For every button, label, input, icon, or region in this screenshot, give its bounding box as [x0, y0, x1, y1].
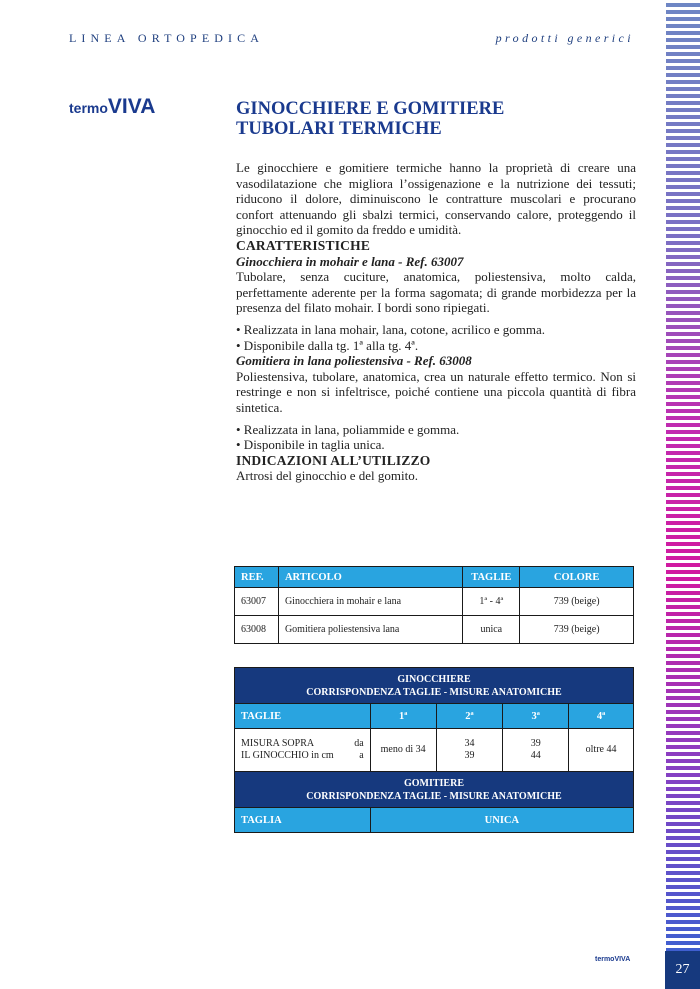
cell-sizes: unica — [463, 616, 520, 644]
product-2-bullets — [236, 422, 636, 453]
measure-label — [235, 729, 371, 772]
product-1-description: Tubolare, senza cuciture, anatomica, poliestensiva, molto calda, perfettamente aderente per la forma sagomata; di grande morbidezza per la presenza del filato mohair. I bordi sono ripiegati. — [236, 269, 636, 316]
sizes-row — [235, 704, 634, 729]
size-2: 2ª — [436, 704, 503, 729]
size-label: TAGLIA — [235, 808, 371, 833]
header-section-title: LINEA ORTOPEDICA — [69, 31, 264, 45]
cell-sizes: 1ª - 4ª — [463, 588, 520, 616]
characteristics-heading: CARATTERISTICHE — [236, 237, 371, 253]
measure-label-line1: MISURA SOPRA — [241, 738, 315, 749]
measure-from: 39 — [530, 738, 541, 749]
measure-label-to: a — [359, 750, 364, 761]
gomitiere-size-row — [235, 808, 634, 833]
measure-label-from: da — [354, 738, 364, 749]
gomitiere-header-row — [235, 772, 634, 808]
page-title-line2: TUBOLARI TERMICHE — [236, 119, 442, 139]
size-4: 4ª — [569, 704, 634, 729]
intro-paragraph: Le ginocchiere e gomitiere termiche hanno la proprietà di creare una vasodilatazione che migliora l’ossigenazione e la nutrizione dei tessuti; riducono il dolore, diminuiscono le contratture muscolari e procurano confort attenuando gli sbalzi termici, conservando calore, proteggendo il ginocchio ed il gomito da freddo e umidità. — [236, 160, 636, 238]
brand-prefix: termo — [69, 100, 108, 116]
size-1: 1ª — [370, 704, 436, 729]
table-row — [235, 588, 634, 616]
measure-to: 44 — [530, 750, 541, 761]
measure-size-3 — [503, 729, 569, 772]
cell-article: Gomitiera poliestensiva lana — [278, 616, 462, 644]
page-title — [236, 99, 576, 139]
product-1-title: Ginocchiera in mohair e lana - Ref. 63007 — [236, 253, 464, 269]
measure-label-line2: IL GINOCCHIO in cm — [241, 750, 334, 761]
bullet-item: • Disponibile in taglia unica. — [236, 437, 385, 453]
products-table-header — [235, 567, 634, 588]
product-2-title: Gomitiera in lana poliestensiva - Ref. 63008 — [236, 353, 472, 369]
measure-size-2 — [436, 729, 503, 772]
ginocchiere-header-row — [235, 668, 634, 704]
brand-name: VIVA — [107, 95, 156, 118]
gomitiere-header — [235, 772, 634, 808]
col-header-ref: REF. — [235, 567, 279, 588]
size-3: 3ª — [503, 704, 569, 729]
products-table — [234, 566, 634, 644]
measures-row — [235, 729, 634, 772]
product-2-description: Poliestensiva, tubolare, anatomica, crea un naturale effetto termico. Non si restringe e non si infeltrisce, poiché contiene una piccola quantità di fibra sintetica. — [236, 368, 636, 415]
measure-size-4 — [569, 729, 634, 772]
measure-from: 34 — [464, 738, 475, 749]
cell-ref: 63007 — [235, 588, 279, 616]
col-header-color: COLORE — [520, 567, 634, 588]
size-value: UNICA — [370, 808, 633, 833]
footer-brand: termoVIVA — [595, 956, 631, 963]
cell-color: 739 (beige) — [520, 588, 634, 616]
brand-logo — [69, 95, 155, 119]
table-row — [235, 616, 634, 644]
col-header-article: ARTICOLO — [278, 567, 462, 588]
sizes-label: TAGLIE — [235, 704, 371, 729]
cell-ref: 63008 — [235, 616, 279, 644]
measure-size-1 — [370, 729, 436, 772]
col-header-sizes: TAGLIE — [463, 567, 520, 588]
gomitiere-subtitle: CORRISPONDENZA TAGLIE - MISURE ANATOMICHE — [306, 790, 562, 802]
measure-value: meno di 34 — [380, 744, 426, 755]
ginocchiere-header — [235, 668, 634, 704]
bullet-item: • Disponibile dalla tg. 1ª alla tg. 4ª. — [236, 337, 419, 353]
ginocchiere-subtitle: CORRISPONDENZA TAGLIE - MISURE ANATOMICHE — [306, 686, 562, 698]
cell-article: Ginocchiera in mohair e lana — [278, 588, 462, 616]
bullet-item: • Realizzata in lana mohair, lana, cotone, acrilico e gomma. — [236, 321, 546, 337]
gomitiere-title: GOMITIERE — [403, 777, 464, 789]
bullet-item: • Realizzata in lana, poliammide e gomma. — [236, 421, 460, 437]
ginocchiere-title: GINOCCHIERE — [397, 673, 471, 685]
indications-text: Artrosi del ginocchio e del gomito. — [236, 468, 418, 484]
sizes-table — [234, 667, 634, 833]
measure-to: 39 — [464, 750, 475, 761]
product-1-bullets — [236, 322, 636, 353]
page-title-line1: GINOCCHIERE E GOMITIERE — [236, 99, 505, 119]
cell-color: 739 (beige) — [520, 616, 634, 644]
indications-heading: INDICAZIONI ALL’UTILIZZO — [236, 452, 431, 468]
main-content — [236, 160, 636, 484]
decorative-stripes — [666, 0, 700, 951]
measure-value: oltre 44 — [585, 744, 617, 755]
page-number: 27 — [665, 951, 700, 989]
header-category: prodotti generici — [495, 31, 634, 45]
